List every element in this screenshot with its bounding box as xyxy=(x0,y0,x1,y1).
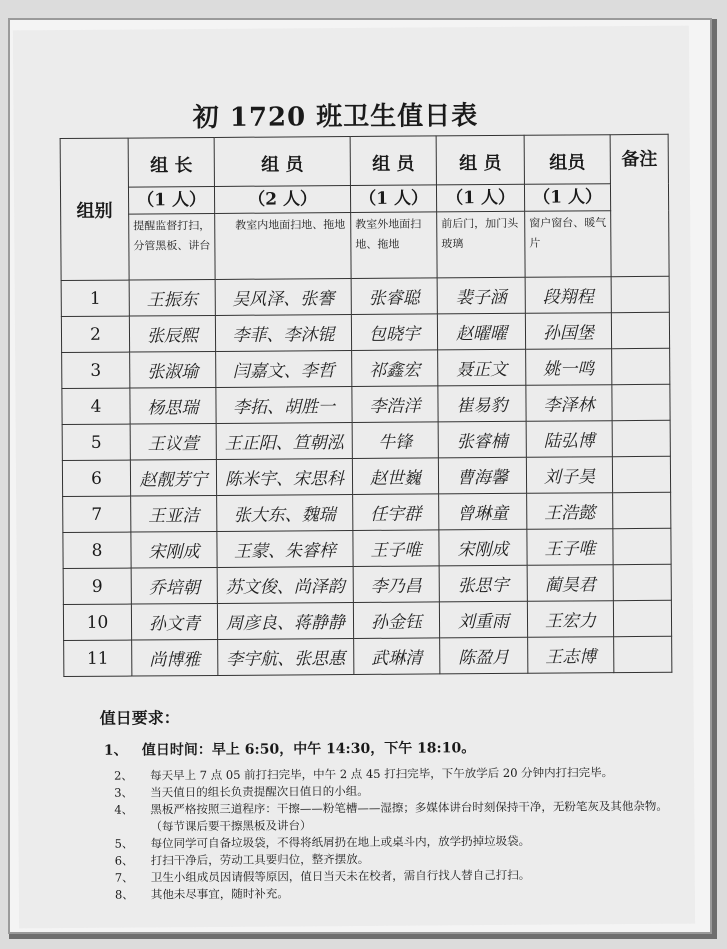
member-inside: 吴风泽、张謇 xyxy=(215,279,351,316)
member-doors: 张睿楠 xyxy=(438,421,526,458)
table-row xyxy=(62,420,670,460)
header-row-count xyxy=(60,183,668,214)
requirement-number: 1、 xyxy=(103,742,128,759)
task-inside: 教室内地面扫地、拖地 xyxy=(215,213,351,280)
member-outside: 祁鑫宏 xyxy=(352,350,438,387)
member-inside: 李宇航、张思惠 xyxy=(218,639,354,676)
group-number: 7 xyxy=(63,496,131,532)
member-outside: 孙金钰 xyxy=(353,602,439,639)
count-inside: （2 人） xyxy=(214,186,350,214)
page-title: 初 1720 班卫生值日表 xyxy=(192,101,479,134)
col-header-windows: 组员 xyxy=(524,135,610,185)
group-header: 组别 xyxy=(60,138,129,280)
requirement-number: 7、 xyxy=(114,870,134,885)
count-leader: （1 人） xyxy=(128,186,214,214)
note-cell xyxy=(612,384,670,420)
member-windows: 王浩懿 xyxy=(527,493,613,530)
requirement-text: 打扫干净后，劳动工具要归位，整齐摆放。 xyxy=(150,851,370,868)
table-row xyxy=(61,276,669,316)
group-number: 6 xyxy=(62,460,130,496)
member-leader: 王议萱 xyxy=(130,423,216,460)
member-outside: 李乃昌 xyxy=(353,566,439,603)
group-number: 3 xyxy=(62,352,130,388)
member-leader: 孙文青 xyxy=(131,603,217,640)
group-number: 4 xyxy=(62,388,130,424)
requirement-number: 4、 xyxy=(114,802,134,817)
table-row xyxy=(61,312,669,352)
task-doors: 前后门，加门头玻璃 xyxy=(437,211,525,278)
requirement-number: 2、 xyxy=(114,768,133,783)
requirement-item xyxy=(115,883,675,904)
note-cell xyxy=(611,276,669,312)
note-cell xyxy=(613,564,671,600)
requirement-item xyxy=(114,798,674,836)
task-windows: 窗户窗台、暖气片 xyxy=(525,211,611,278)
count-outside: （1 人） xyxy=(350,185,436,213)
member-windows: 蔺昊君 xyxy=(527,565,613,602)
group-number: 2 xyxy=(61,316,129,352)
note-cell xyxy=(613,600,671,636)
note-cell xyxy=(612,456,670,492)
header-row-task xyxy=(61,210,669,280)
table-row xyxy=(63,492,671,532)
member-doors: 聂正文 xyxy=(438,349,526,386)
requirement-text: 值日时间：早上 6:50，中午 14:30，下午 18:10。 xyxy=(141,740,476,759)
member-windows: 姚一鸣 xyxy=(526,349,612,386)
task-outside: 教室外地面扫地、拖地 xyxy=(351,212,437,279)
header-row-role xyxy=(60,134,668,187)
note-cell xyxy=(612,348,670,384)
group-number: 11 xyxy=(64,640,132,676)
duty-table xyxy=(60,134,673,677)
note-header: 备注 xyxy=(610,134,669,276)
requirement-text: 其他未尽事宜，随时补充。 xyxy=(150,886,289,902)
member-windows: 王志博 xyxy=(528,637,614,674)
member-windows: 李泽林 xyxy=(526,385,612,422)
member-doors: 赵曜曜 xyxy=(437,313,525,350)
member-doors: 曹海馨 xyxy=(438,457,526,494)
requirement-1 xyxy=(104,737,475,760)
member-doors: 曾琳童 xyxy=(439,493,527,530)
member-leader: 乔培朝 xyxy=(131,567,217,604)
group-number: 5 xyxy=(62,424,130,460)
member-leader: 王振东 xyxy=(129,279,215,316)
member-inside: 陈米宇、宋思科 xyxy=(216,459,352,496)
member-inside: 周彦良、蒋静静 xyxy=(217,603,353,640)
requirement-number: 6、 xyxy=(114,853,134,868)
table-row xyxy=(63,600,671,640)
member-windows: 王宏力 xyxy=(527,601,613,638)
member-leader: 赵靓芳宁 xyxy=(130,459,216,496)
member-leader: 宋刚成 xyxy=(131,531,217,568)
member-windows: 陆弘博 xyxy=(526,421,612,458)
member-inside: 张大东、魏瑞 xyxy=(217,495,353,532)
task-leader: 提醒监督打扫，分管黑板、讲台 xyxy=(129,213,215,280)
member-windows: 刘子昊 xyxy=(526,457,612,494)
member-doors: 刘重雨 xyxy=(439,601,527,638)
table-row xyxy=(62,456,670,496)
group-number: 8 xyxy=(63,532,131,568)
requirement-text: 每位同学可自备垃圾袋，不得将纸屑扔在地上或桌斗内，放学扔掉垃圾袋。 xyxy=(150,833,531,851)
requirement-text: 黑板严格按照三道程序：干擦——粉笔槽——湿擦；多媒体讲台时刻保持干净，无粉笔灰及其他杂物。（每节课后要干擦黑板及讲台） xyxy=(150,798,668,834)
member-outside: 李浩洋 xyxy=(352,386,438,423)
requirements-list xyxy=(114,764,675,904)
requirement-text: 卫生小组成员因请假等原因，值日当天未在校者，需自行找人替自己打扫。 xyxy=(150,867,531,885)
member-outside: 任宇群 xyxy=(353,494,439,531)
requirement-number: 3、 xyxy=(114,785,134,800)
member-leader: 张辰熙 xyxy=(129,315,215,352)
member-inside: 闫嘉文、李哲 xyxy=(216,351,352,388)
requirement-number: 8、 xyxy=(114,887,134,902)
requirements-title: 值日要求： xyxy=(99,708,180,728)
note-cell xyxy=(614,636,672,672)
member-outside: 牛锋 xyxy=(352,422,438,459)
member-leader: 张淑瑜 xyxy=(130,351,216,388)
member-inside: 李菲、李沐锟 xyxy=(215,315,351,352)
col-header-doors: 组 员 xyxy=(436,135,524,185)
member-outside: 赵世巍 xyxy=(352,458,438,495)
col-header-leader: 组 长 xyxy=(128,137,214,187)
member-outside: 张睿聪 xyxy=(351,278,437,315)
count-windows: （1 人） xyxy=(524,184,610,212)
requirement-text: 每天早上 7 点 05 前打扫完毕，中午 2 点 45 打扫完毕，下午放学后 20 分钟内打扫完毕。 xyxy=(150,765,614,783)
note-cell xyxy=(612,420,670,456)
member-inside: 苏文俊、尚泽韵 xyxy=(217,567,353,604)
member-outside: 包晓宇 xyxy=(351,314,437,351)
member-outside: 王子唯 xyxy=(353,530,439,567)
member-doors: 崔易豹 xyxy=(438,385,526,422)
member-doors: 宋刚成 xyxy=(439,529,527,566)
member-doors: 张思宇 xyxy=(439,565,527,602)
group-number: 9 xyxy=(63,568,131,604)
group-number: 10 xyxy=(63,604,131,640)
member-leader: 尚博雅 xyxy=(132,639,218,676)
member-doors: 陈盈月 xyxy=(440,637,528,674)
group-number: 1 xyxy=(61,280,129,316)
note-cell xyxy=(611,312,669,348)
count-doors: （1 人） xyxy=(436,184,524,212)
member-leader: 王亚洁 xyxy=(131,495,217,532)
member-doors: 裴子涵 xyxy=(437,277,525,314)
table-row xyxy=(64,636,672,676)
col-header-inside: 组 员 xyxy=(214,137,350,187)
member-outside: 武琳清 xyxy=(354,638,440,675)
member-leader: 杨思瑞 xyxy=(130,387,216,424)
requirement-text: 当天值日的组长负责提醒次日值日的小组。 xyxy=(150,783,369,800)
member-windows: 孙国堡 xyxy=(525,313,611,350)
member-inside: 王正阳、笪朝泓 xyxy=(216,423,352,460)
member-inside: 王蒙、朱睿梓 xyxy=(217,531,353,568)
table-row xyxy=(63,564,671,604)
col-header-outside: 组 员 xyxy=(350,136,436,186)
member-windows: 王子唯 xyxy=(527,529,613,566)
table-row xyxy=(63,528,671,568)
table-row xyxy=(62,348,670,388)
requirement-number: 5、 xyxy=(114,836,134,851)
note-cell xyxy=(613,492,671,528)
member-inside: 李拓、胡胜一 xyxy=(216,387,352,424)
member-windows: 段翔程 xyxy=(525,277,611,314)
table-row xyxy=(62,384,670,424)
document-paper xyxy=(13,26,695,929)
note-cell xyxy=(613,528,671,564)
